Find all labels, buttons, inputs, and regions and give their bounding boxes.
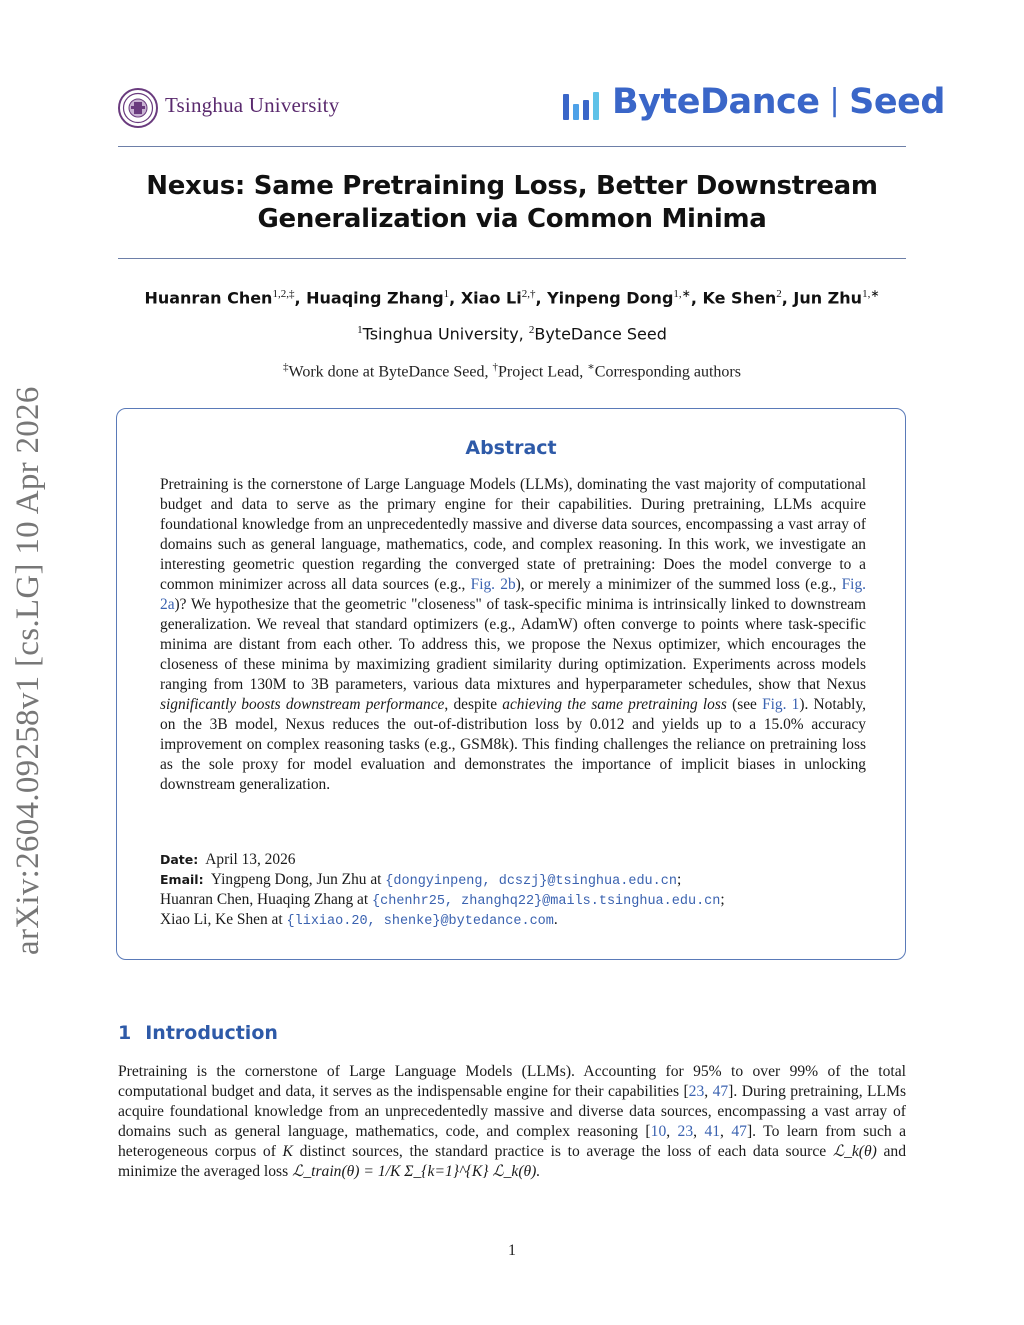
email-names: Yingpeng Dong, Jun Zhu at: [210, 871, 382, 888]
citation-link[interactable]: 47: [731, 1123, 747, 1140]
date-line: [160, 851, 295, 869]
intro-segment: and minimize the averaged loss: [118, 1143, 906, 1180]
author-sup: 2: [776, 288, 782, 300]
abstract-segment: Pretraining is the cornerstone of Large Language Models (LLMs), dominating the vast majority of computational budget and data to serve as the primary engine for their capabilities. During pretraining, LLMs acquire foundational knowledge from an unprecedentedly massive and diverse data sources, encompassing a vast array of domains such as general language, mathematics, code, and complex reasoning. In this work, we investigate an interesting geometric question regarding the converged state of pretraining: Does the model converge to a common minimizer across all data sources (e.g.,: [160, 476, 866, 593]
affiliations: $^1$Tsinghua University, $^2$ByteDance Seed: [357, 324, 667, 344]
author-name: Xiao Li: [460, 288, 522, 308]
note-text: Project Lead,: [498, 363, 584, 381]
fig-2b-link[interactable]: Fig. 2b: [470, 576, 516, 593]
affil-name: Tsinghua University: [362, 324, 519, 344]
seed-product: Seed: [849, 82, 945, 122]
paper-title: [118, 170, 906, 236]
email-address-link[interactable]: {lixiao.20, shenke}@bytedance.com: [286, 914, 554, 929]
author-name: Ke Shen: [702, 288, 777, 308]
citation-link[interactable]: 10: [650, 1123, 667, 1140]
section-number: 1: [118, 1022, 132, 1044]
abstract-segment: )? We hypothesize that the geometric "closeness" of task-specific minima is intrinsically linked to downstream generalization. We reveal that standard optimizers (e.g., AdamW) often converge to points where task-specific minima are distant from each other. To address this, we propose the Nexus optimizer, which encourages the closeness of these minima by maximizing gradient similarity during optimization. Experiments across models ranging from 130M to 3B parameters, various data mixtures and hyperparameter schedules, show that Nexus: [160, 596, 866, 693]
note-symbol: ‡: [283, 361, 289, 373]
header-rule: [118, 146, 906, 147]
intro-segment: ]. During pretraining, LLMs acquire foundational knowledge from an unprecedentedly massive and diverse data sources, encompassing a vast array of domains such as general language, mathematics, code, and complex reasoning [: [118, 1083, 907, 1140]
affil-sup: 1: [357, 324, 363, 336]
bytedance-seed-wordmark: [612, 82, 945, 122]
intro-segment: distinct sources, the standard practice is to average the loss of each data source: [299, 1143, 827, 1160]
email-line-3: Xiao Li, Ke Shen at {lixiao.20, shenke}@bytedance.com.: [160, 911, 558, 929]
affil-sup: 2: [528, 324, 535, 336]
fig-1-link[interactable]: Fig. 1: [762, 696, 800, 713]
citation-link[interactable]: 23: [688, 1083, 705, 1100]
math-expression: ℒ_train(θ) = 1/K Σ_{k=1}^{K} ℒ_k(θ).: [292, 1163, 541, 1180]
bytedance-logo-icon: [562, 90, 604, 124]
email-line-2: Huanran Chen, Huaqing Zhang at {chenhr25, zhanghq22}@mails.tsinghua.edu.cn;: [160, 891, 725, 909]
author-name: Jun Zhu: [793, 288, 863, 308]
math-expression: ℒ_k(θ): [832, 1143, 877, 1160]
author-sup: 1,∗: [673, 288, 691, 300]
title-line-1: Nexus: Same Pretraining Loss, Better Downstream: [146, 171, 878, 201]
tsinghua-seal-logo: [118, 88, 158, 128]
note-text: Work done at ByteDance Seed,: [288, 363, 489, 381]
abstract-segment: ). Notably, on the 3B model, Nexus reduces the out-of-distribution loss by 0.012 and yields up to a 15.0% accuracy improvement on complex reasoning tasks (e.g., GSM8k). This finding challenges the reliance on pretraining loss as the sole proxy for model evaluation and demonstrates the importance of implicit biases in unlocking downstream generalization.: [160, 696, 866, 793]
intro-segment: Pretraining is the cornerstone of Large Language Models (LLMs). Accounting for 95% to over 99% of the total computational budget and data, it serves as the indispensable engine for their capabilities [: [118, 1063, 906, 1100]
note-text: Corresponding authors: [594, 363, 741, 381]
abstract-emphasis: achieving the same pretraining loss: [502, 696, 727, 713]
author-sup: 2,†: [521, 288, 536, 300]
author-notes: [118, 360, 906, 381]
arxiv-identifier: arXiv:2604.09258v1 [cs.LG] 10 Apr 2026: [10, 386, 46, 955]
email-label: Email:: [160, 872, 204, 887]
introduction-text: Pretraining is the cornerstone of Large Language Models (LLMs). Accounting for 95% to over 99% of the total computational budget and data, it serves as the indispensable engine for their capabilities [23, 47]. During pretraining, LLMs acquire foundational knowledge from an unprecedentedly massive and diverse data sources, encompassing a vast array of domains such as general language, mathematics, code, and complex reasoning [10, 23, 41, 47]. To learn from such a heterogeneous corpus of K distinct sources, the standard practice is to average the loss of each data source ℒ_k(θ) and minimize the averaged loss ℒ_train(θ) = 1/K Σ_{k=1}^{K} ℒ_k(θ).: [118, 1063, 907, 1180]
citation-link[interactable]: 23: [677, 1123, 694, 1140]
email-address-link[interactable]: {chenhr25, zhanghq22}@mails.tsinghua.edu.cn: [372, 894, 721, 909]
author-name: Yinpeng Dong: [547, 288, 674, 308]
title-rule: [118, 258, 906, 259]
email-names: Xiao Li, Ke Shen at: [160, 911, 283, 928]
title-line-2: Generalization via Common Minima: [257, 204, 767, 234]
intro-segment: ]. To learn from such a heterogeneous corpus of: [118, 1123, 907, 1160]
page-number: 1: [508, 1242, 516, 1259]
abstract-segment: , despite: [444, 696, 498, 713]
author-name: Huanran Chen: [144, 288, 273, 308]
abstract-heading: Abstract: [465, 437, 557, 459]
citation-link[interactable]: 47: [712, 1083, 729, 1100]
date-value: April 13, 2026: [205, 851, 296, 868]
tsinghua-university-wordmark: Tsinghua University: [165, 93, 340, 117]
section-title: Introduction: [145, 1022, 278, 1044]
fig-2a-link[interactable]: Fig. 2a: [160, 576, 866, 613]
abstract-segment: (see: [732, 696, 757, 713]
introduction-heading: [118, 1022, 278, 1044]
abstract-emphasis: significantly boosts downstream performance: [160, 696, 445, 713]
date-label: Date:: [160, 852, 199, 867]
note-symbol: ∗: [587, 361, 595, 373]
author-list: Huanran Chen$^{1,2,\ddagger}$, Huaqing Zhang$^1$, Xiao $Li^{2,\dagger}$, Yinpeng Dong$^{1,∗}$, Ke Shen$^2$, Jun Zhu$^{1,∗}$: [144, 288, 880, 308]
math-variable: K: [282, 1143, 293, 1160]
email-line-1: Email: Yingpeng Dong, Jun Zhu at {dongyinpeng, dcszj}@tsinghua.edu.cn;: [160, 871, 682, 889]
author-sup: 1,2,‡: [272, 288, 295, 300]
abstract-text: [160, 475, 866, 795]
note-symbol: †: [492, 361, 498, 373]
abstract-segment: ), or merely a minimizer of the summed loss (e.g.,: [515, 576, 837, 593]
author-name: Huaqing Zhang: [306, 288, 444, 308]
bytedance-brand: ByteDance: [612, 82, 820, 122]
author-sup: 1,∗: [862, 288, 880, 300]
email-address-link[interactable]: {dongyinpeng, dcszj}@tsinghua.edu.cn: [385, 874, 677, 889]
brand-separator: |: [829, 83, 840, 118]
citation-link[interactable]: 41: [704, 1123, 721, 1140]
author-sup: 1: [443, 288, 450, 300]
affil-name: ByteDance Seed: [534, 324, 667, 344]
email-names: Huanran Chen, Huaqing Zhang at: [160, 891, 369, 908]
